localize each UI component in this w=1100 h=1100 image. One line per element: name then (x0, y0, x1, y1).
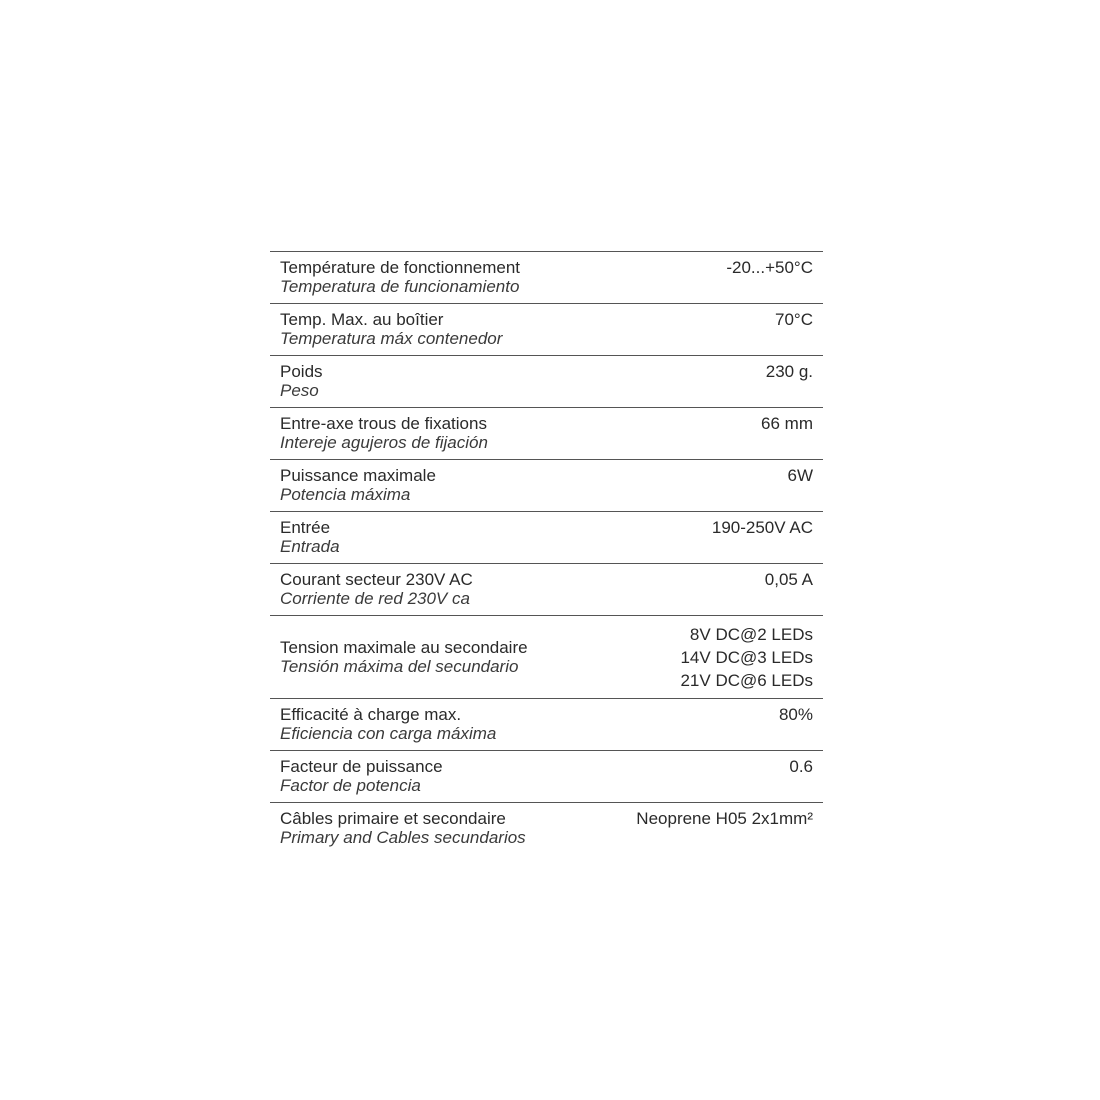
label-french: Puissance maximale (280, 466, 436, 485)
row-value: 14V DC@3 LEDs (680, 647, 813, 667)
spec-row-input (270, 512, 823, 564)
label-spanish: Intereje agujeros de fijación (280, 433, 488, 452)
row-value: 0,05 A (764, 570, 813, 589)
row-value: -20...+50°C (726, 258, 813, 277)
row-labels (280, 638, 528, 676)
row-labels (280, 518, 340, 556)
label-french: Entrée (280, 518, 331, 537)
spec-table (270, 251, 823, 855)
row-value: 66 mm (761, 414, 813, 433)
row-value: 8V DC@2 LEDs (689, 624, 813, 644)
spec-row-power-factor (270, 751, 823, 803)
row-value: 0.6 (789, 757, 813, 776)
row-labels (280, 809, 526, 847)
spec-row-mounting-hole-spacing (270, 408, 823, 460)
row-values (680, 623, 813, 692)
label-french: Efficacité à charge max. (280, 705, 462, 724)
spec-row-operating-temperature (270, 252, 823, 304)
label-spanish: Factor de potencia (280, 776, 421, 795)
spec-row-cables (270, 803, 823, 855)
label-spanish: Corriente de red 230V ca (280, 589, 470, 608)
label-spanish: Primary and Cables secundarios (280, 828, 526, 847)
label-french: Temp. Max. au boîtier (280, 310, 444, 329)
label-french: Entre-axe trous de fixations (280, 414, 487, 433)
spec-row-max-case-temperature (270, 304, 823, 356)
spec-row-max-secondary-voltage (270, 616, 823, 699)
label-french: Courant secteur 230V AC (280, 570, 473, 589)
label-spanish: Temperatura de funcionamiento (280, 277, 520, 296)
label-spanish: Potencia máxima (280, 485, 411, 504)
row-labels (280, 258, 520, 296)
label-spanish: Entrada (280, 537, 340, 556)
row-labels (280, 570, 473, 608)
label-spanish: Peso (280, 381, 319, 400)
label-french: Poids (280, 362, 323, 381)
row-labels (280, 757, 443, 795)
row-value: 230 g. (765, 362, 813, 381)
row-value: 6W (787, 466, 813, 485)
label-spanish: Eficiencia con carga máxima (280, 724, 497, 743)
row-labels (280, 466, 436, 504)
label-spanish: Temperatura máx contenedor (280, 329, 503, 348)
row-value: Neoprene H05 2x1mm² (636, 809, 813, 828)
label-french: Facteur de puissance (280, 757, 443, 776)
row-value: 70°C (775, 310, 813, 329)
row-labels (280, 705, 496, 743)
row-value: 190-250V AC (711, 518, 813, 537)
row-labels (280, 310, 502, 348)
label-french: Tension maximale au secondaire (280, 638, 528, 657)
row-value: 21V DC@6 LEDs (680, 670, 813, 690)
spec-row-max-power (270, 460, 823, 512)
row-value: 80% (778, 705, 813, 724)
label-french: Température de fonctionnement (280, 258, 521, 277)
row-labels (280, 362, 323, 400)
spec-row-mains-current (270, 564, 823, 616)
row-labels (280, 414, 488, 452)
spec-row-weight (270, 356, 823, 408)
label-spanish: Tensión máxima del secundario (280, 657, 519, 676)
spec-row-efficiency (270, 699, 823, 751)
label-french: Câbles primaire et secondaire (280, 809, 506, 828)
